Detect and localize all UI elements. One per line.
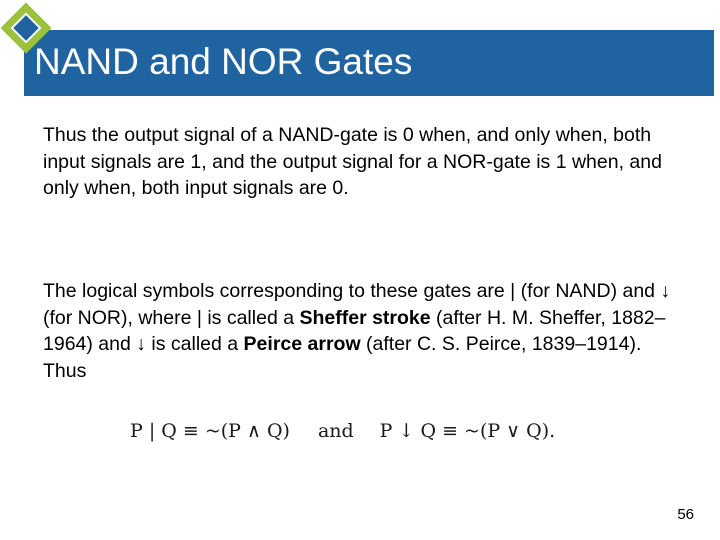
paragraph-text: The logical symbols corresponding to these gates are | (for NAND) and ↓ (for NOR), where | is called a [43,280,671,329]
paragraph-text: (after H. M. Sheffer, 1882–1964) and ↓ is called a [43,306,666,355]
formula-connector: and [317,420,354,442]
term-peirce-arrow: Peirce arrow [243,333,361,355]
slide-title: NAND and NOR Gates [34,41,413,82]
formula [130,420,555,442]
paragraph-logical-symbols [43,278,683,384]
formula-nor: P ↓ Q ≡ ~(P ∨ Q). [379,420,556,442]
term-sheffer-stroke: Sheffer stroke [299,306,431,329]
paragraph-text: (after C. S. Peirce, 1839–1914). Thus [43,333,642,382]
paragraph-nand-nor-output: Thus the output signal of a NAND-gate is 0 when, and only when, both input signals are 1, and the output signal for a NOR-gate is 1 when, and only when, both input signals are 0. [43,124,662,199]
page-number: 56 [677,506,694,523]
formula-nand: P | Q ≡ ~(P ∧ Q) [130,420,290,442]
